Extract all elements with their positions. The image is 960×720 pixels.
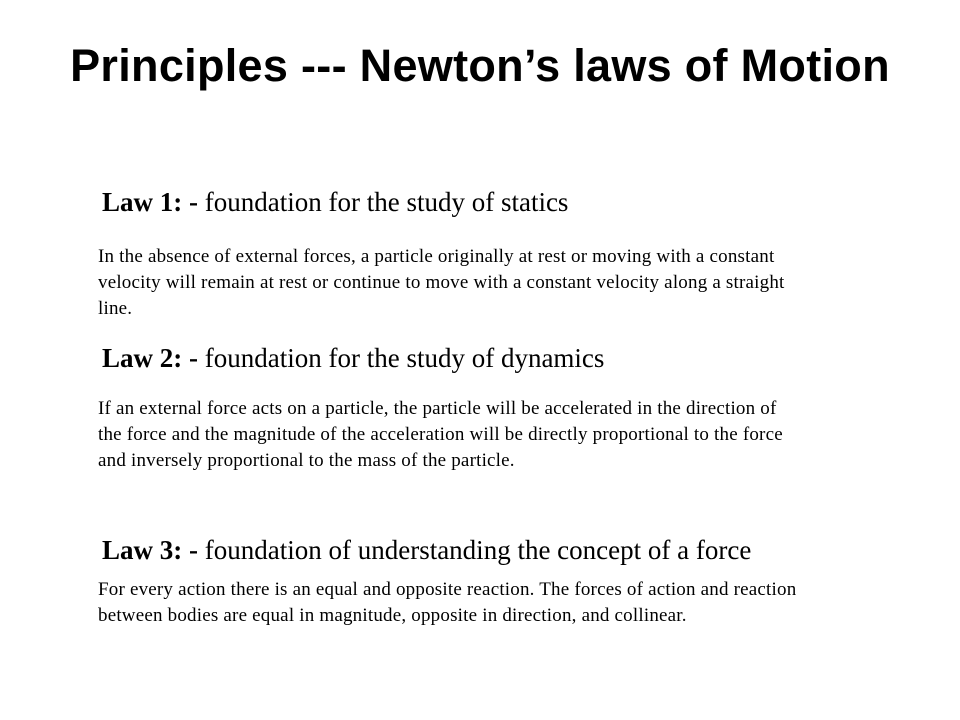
law-1-heading <box>102 186 568 218</box>
law-2-label: Law 2: - <box>102 343 205 373</box>
slide-title: Principles --- Newton’s laws of Motion <box>70 40 890 91</box>
law-2-description: foundation for the study of dynamics <box>204 343 605 373</box>
law-2-text: If an external force acts on a particle, the particle will be accelerated in the direction of the force and the magnitude of the acceleration will be directly proportional to the force and inversely proportional to the mass of the particle. <box>98 398 783 471</box>
law-1-description: foundation for the study of statics <box>204 187 569 217</box>
law-3-label: Law 3: - <box>102 535 205 565</box>
law-3-text: For every action there is an equal and opposite reaction. The forces of action and reaction between bodies are equal in magnitude, opposite in direction, and collinear. <box>98 579 797 626</box>
law-1-text: In the absence of external forces, a particle originally at rest or moving with a constant velocity will remain at rest or continue to move with a constant velocity along a straight line. <box>98 246 785 319</box>
law-3-heading <box>102 534 751 566</box>
law-2-heading <box>102 342 604 374</box>
law-1-label: Law 1: - <box>102 187 205 217</box>
law-3-description: foundation of understanding the concept of a force <box>204 535 752 565</box>
